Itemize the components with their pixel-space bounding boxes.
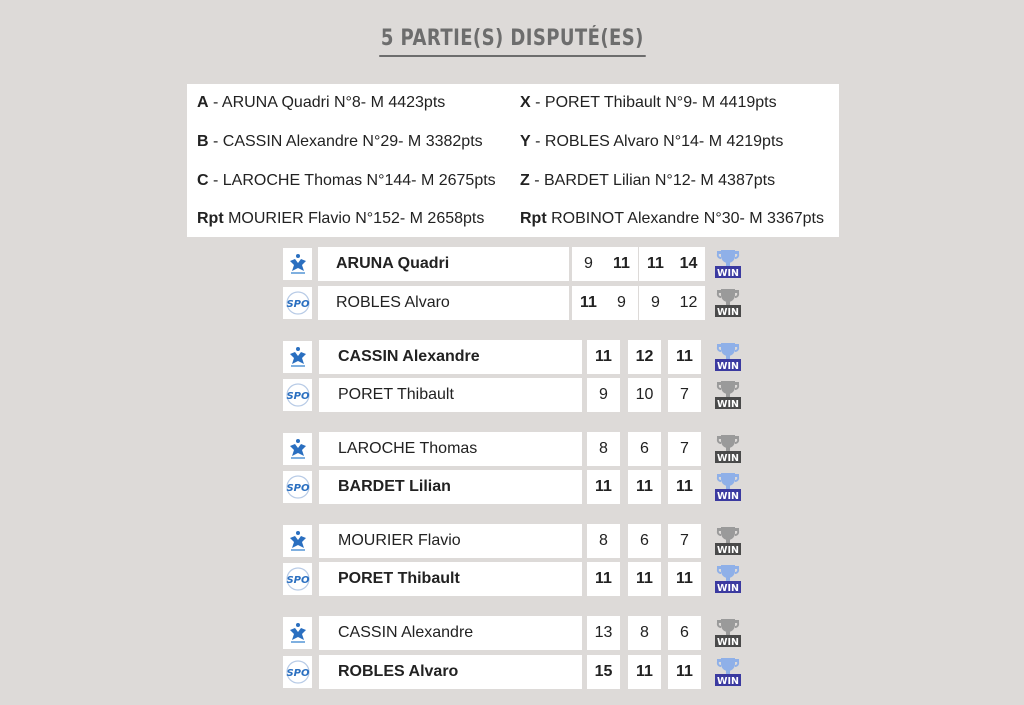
player-code: Z bbox=[520, 172, 530, 189]
club-a-logo bbox=[283, 433, 312, 465]
set-score: 11 bbox=[572, 286, 605, 320]
svg-text:WIN: WIN bbox=[717, 545, 739, 556]
set-score: 7 bbox=[668, 432, 701, 466]
set-score: 11 bbox=[628, 470, 661, 504]
player-line bbox=[520, 94, 777, 112]
page-title: 5 PARTIE(S) DISPUTÉ(ES) bbox=[379, 26, 645, 57]
svg-text:WIN: WIN bbox=[717, 637, 739, 648]
player-info: - ARUNA Quadri N°8- M 4423pts bbox=[208, 94, 446, 111]
win-trophy-icon bbox=[714, 249, 742, 279]
match-row bbox=[0, 655, 1024, 689]
win-trophy-icon bbox=[714, 472, 742, 502]
set-score: 8 bbox=[587, 524, 620, 558]
match-row bbox=[0, 286, 1024, 320]
player-info: - PORET Thibault N°9- M 4419pts bbox=[530, 94, 777, 111]
player-line bbox=[520, 133, 783, 151]
player-line bbox=[197, 94, 445, 112]
set-score: 13 bbox=[587, 616, 620, 650]
set-score: 11 bbox=[628, 655, 661, 689]
player-name: ROBLES Alvaro bbox=[318, 286, 569, 320]
loss-trophy-icon bbox=[714, 380, 742, 410]
club-a-logo bbox=[283, 341, 312, 373]
page-title-wrap bbox=[0, 26, 1024, 57]
player-info: - CASSIN Alexandre N°29- M 3382pts bbox=[208, 133, 483, 150]
set-score: 11 bbox=[668, 655, 701, 689]
player-code: A bbox=[197, 94, 209, 111]
svg-text:SPO: SPO bbox=[285, 483, 310, 494]
player-info: - BARDET Lilian N°12- M 4387pts bbox=[529, 172, 776, 189]
svg-text:WIN: WIN bbox=[717, 583, 739, 594]
loss-trophy-icon bbox=[714, 288, 742, 318]
svg-text:WIN: WIN bbox=[717, 676, 739, 687]
player-name: CASSIN Alexandre bbox=[319, 340, 582, 374]
loss-trophy-icon bbox=[714, 434, 742, 464]
player-line bbox=[197, 133, 483, 151]
set-score: 9 bbox=[605, 286, 638, 320]
player-info: - ROBLES Alvaro N°14- M 4219pts bbox=[530, 133, 784, 150]
set-score: 11 bbox=[668, 562, 701, 596]
set-score: 11 bbox=[605, 247, 638, 281]
club-a-logo bbox=[283, 248, 312, 280]
set-score: 11 bbox=[587, 470, 620, 504]
svg-text:SPO: SPO bbox=[285, 575, 310, 586]
player-name: PORET Thibault bbox=[319, 562, 582, 596]
spo-logo bbox=[283, 379, 312, 411]
set-score: 7 bbox=[668, 524, 701, 558]
match-row bbox=[0, 562, 1024, 596]
player-line bbox=[520, 172, 775, 190]
svg-text:WIN: WIN bbox=[717, 453, 739, 464]
win-trophy-icon bbox=[714, 657, 742, 687]
player-code: Rpt bbox=[520, 210, 547, 227]
svg-text:WIN: WIN bbox=[717, 361, 739, 372]
set-score: 11 bbox=[639, 247, 672, 281]
loss-trophy-icon bbox=[714, 526, 742, 556]
set-score: 9 bbox=[639, 286, 672, 320]
svg-text:SPO: SPO bbox=[285, 391, 310, 402]
set-score: 11 bbox=[668, 340, 701, 374]
svg-text:SPO: SPO bbox=[285, 668, 310, 679]
set-score: 12 bbox=[672, 286, 705, 320]
player-code: Y bbox=[520, 133, 531, 150]
svg-text:WIN: WIN bbox=[717, 399, 739, 410]
player-name: ARUNA Quadri bbox=[318, 247, 569, 281]
set-score: 6 bbox=[668, 616, 701, 650]
set-score: 6 bbox=[628, 432, 661, 466]
svg-text:SPO: SPO bbox=[285, 299, 310, 310]
player-info: MOURIER Flavio N°152- M 2658pts bbox=[223, 210, 485, 227]
player-info: - LAROCHE Thomas N°144- M 2675pts bbox=[208, 172, 496, 189]
match-row bbox=[0, 340, 1024, 374]
player-line bbox=[197, 210, 484, 228]
player-code: Rpt bbox=[197, 210, 224, 227]
club-a-logo bbox=[283, 617, 312, 649]
player-info: ROBINOT Alexandre N°30- M 3367pts bbox=[546, 210, 824, 227]
set-score: 9 bbox=[587, 378, 620, 412]
match-row bbox=[0, 616, 1024, 650]
club-a-logo bbox=[283, 525, 312, 557]
set-score: 8 bbox=[628, 616, 661, 650]
player-line bbox=[520, 210, 824, 228]
set-score: 11 bbox=[628, 562, 661, 596]
player-code: C bbox=[197, 172, 209, 189]
win-trophy-icon bbox=[714, 342, 742, 372]
svg-text:WIN: WIN bbox=[717, 268, 739, 279]
set-score: 7 bbox=[668, 378, 701, 412]
set-score: 9 bbox=[572, 247, 605, 281]
match-row bbox=[0, 470, 1024, 504]
loss-trophy-icon bbox=[714, 618, 742, 648]
set-score: 11 bbox=[668, 470, 701, 504]
set-score: 10 bbox=[628, 378, 661, 412]
player-code: X bbox=[520, 94, 531, 111]
match-row bbox=[0, 432, 1024, 466]
players-panel bbox=[187, 84, 839, 237]
set-score: 11 bbox=[587, 562, 620, 596]
win-trophy-icon bbox=[714, 564, 742, 594]
set-score: 6 bbox=[628, 524, 661, 558]
set-score: 8 bbox=[587, 432, 620, 466]
svg-text:WIN: WIN bbox=[717, 491, 739, 502]
spo-logo bbox=[283, 287, 312, 319]
match-row bbox=[0, 524, 1024, 558]
player-name: MOURIER Flavio bbox=[319, 524, 582, 558]
svg-text:WIN: WIN bbox=[717, 307, 739, 318]
player-name: CASSIN Alexandre bbox=[319, 616, 582, 650]
player-name: PORET Thibault bbox=[319, 378, 582, 412]
set-score: 11 bbox=[587, 340, 620, 374]
player-name: LAROCHE Thomas bbox=[319, 432, 582, 466]
player-line bbox=[197, 172, 496, 190]
player-name: BARDET Lilian bbox=[319, 470, 582, 504]
spo-logo bbox=[283, 563, 312, 595]
spo-logo bbox=[283, 656, 312, 688]
set-score: 12 bbox=[628, 340, 661, 374]
set-score: 15 bbox=[587, 655, 620, 689]
player-name: ROBLES Alvaro bbox=[319, 655, 582, 689]
spo-logo bbox=[283, 471, 312, 503]
match-row bbox=[0, 378, 1024, 412]
set-score: 14 bbox=[672, 247, 705, 281]
match-row bbox=[0, 247, 1024, 281]
player-code: B bbox=[197, 133, 209, 150]
